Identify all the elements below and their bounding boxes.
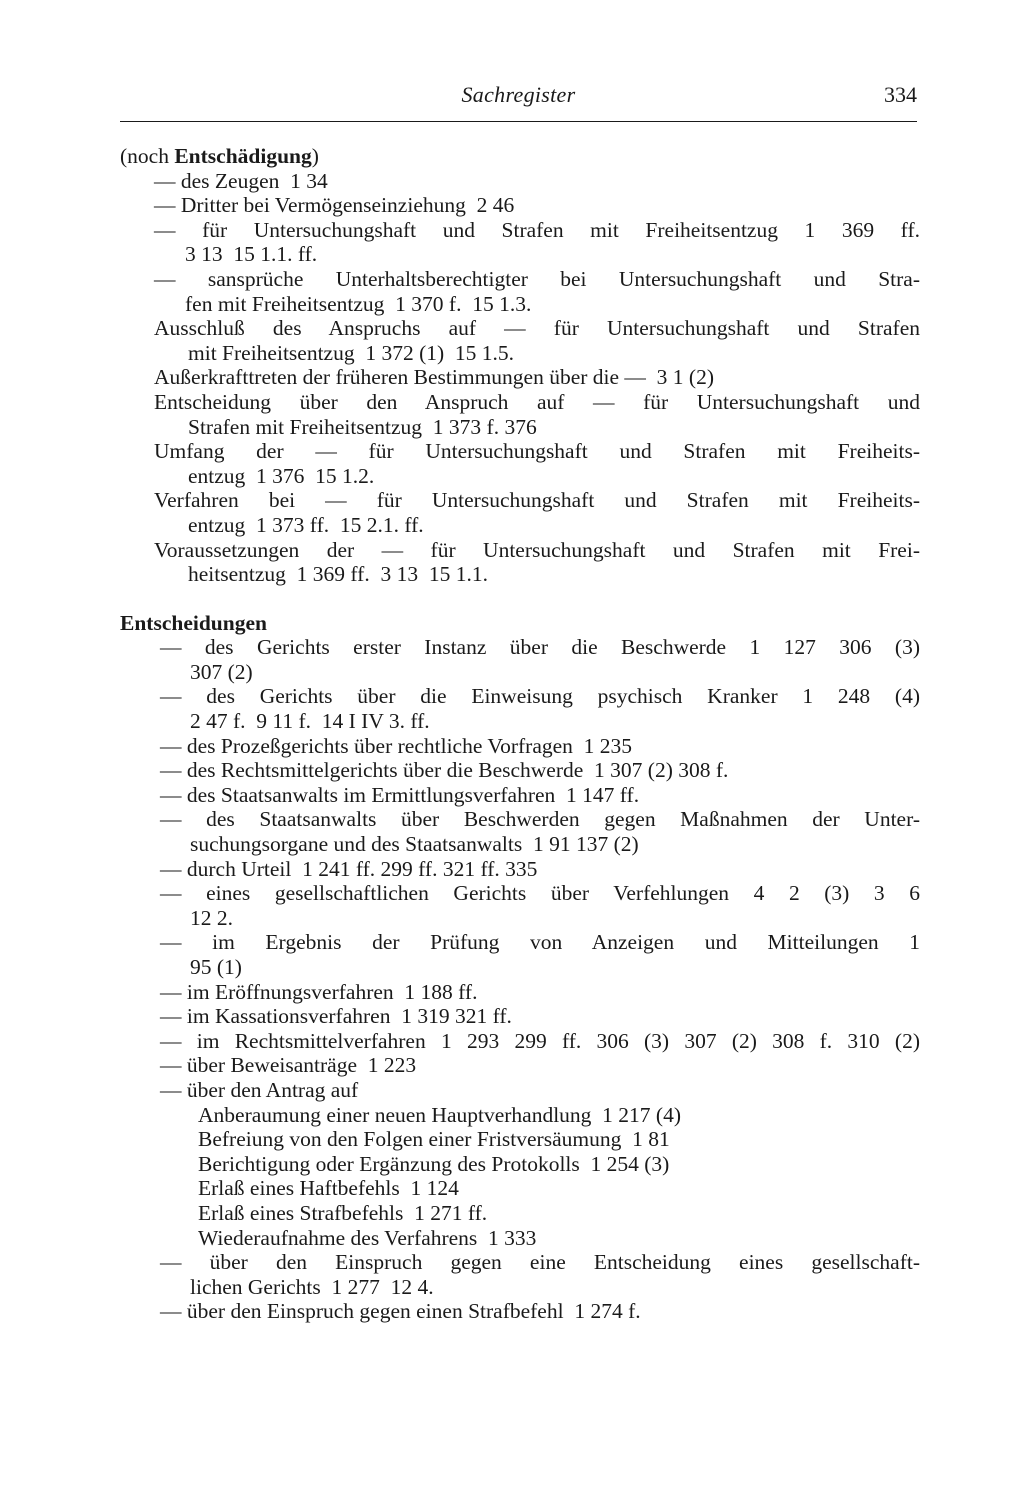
index-entry: Umfang der — für Untersuchungshaft und Strafen mit Freiheits- [154,439,920,464]
index-entry-continuation: Strafen mit Freiheitsentzug 1 373 f. 376 [188,414,537,439]
running-head [120,82,917,114]
index-entry: — im Rechtsmittelverfahren 1 293 299 ff. 306 (3) 307 (2) 308 f. 310 (2) [160,1028,920,1053]
index-subentry: Wiederaufnahme des Verfahrens 1 333 [198,1225,537,1250]
index-content [120,144,920,1324]
index-entry-continuation: 12 2. [190,905,233,930]
index-entry: — Dritter bei Vermögenseinziehung 2 46 [154,193,515,218]
index-subentry: Erlaß eines Haftbefehls 1 124 [198,1176,459,1201]
index-entry-continuation: 95 (1) [190,955,242,979]
index-entry: Außerkrafttreten der früheren Bestimmungen über die — 3 1 (2) [154,365,714,390]
index-entry: — durch Urteil 1 241 ff. 299 ff. 321 ff. 335 [160,856,538,881]
section-heading-entscheidungen: Entscheidungen [120,610,267,635]
index-entry-continuation: entzug 1 376 15 1.2. [188,463,375,488]
index-subentry: Berichtigung oder Ergänzung des Protokolls 1 254 (3) [198,1151,670,1176]
index-entry: — über den Antrag auf [160,1077,359,1102]
index-entry: — im Ergebnis der Prüfung von Anzeigen und Mitteilungen 1 [160,930,920,955]
section-heading-entschaedigung: (noch Entschädigung) [120,144,319,168]
index-entry: — über den Einspruch gegen eine Entscheidung eines gesellschaft- [160,1250,920,1275]
index-entry-continuation: 3 13 15 1.1. ff. [185,242,318,267]
index-entry: — des Prozeßgerichts über rechtliche Vorfragen 1 235 [160,733,633,758]
index-subentry: Erlaß eines Strafbefehls 1 271 ff. [198,1200,488,1225]
index-entry: — über Beweisanträge 1 223 [160,1053,417,1078]
page-number: 334 [884,82,917,107]
index-entry: — im Eröffnungsverfahren 1 188 ff. [160,979,478,1004]
index-entry: — des Staatsanwalts über Beschwerden gegen Maßnahmen der Unter- [160,807,920,832]
index-entry: — des Gerichts über die Einweisung psychisch Kranker 1 248 (4) [160,684,920,709]
index-entry: — über den Einspruch gegen einen Strafbefehl 1 274 f. [160,1299,641,1324]
index-entry: — des Staatsanwalts im Ermittlungsverfahren 1 147 ff. [160,782,640,807]
index-subentry: Befreiung von den Folgen einer Fristversäumung 1 81 [198,1127,670,1152]
index-entry-continuation: entzug 1 373 ff. 15 2.1. ff. [188,512,424,537]
index-entry: — für Untersuchungshaft und Strafen mit Freiheitsentzug 1 369 ff. [154,217,920,242]
section-gap [120,587,920,611]
running-title: Sachregister [461,82,576,107]
index-entry-continuation: lichen Gerichts 1 277 12 4. [190,1274,434,1299]
index-subentry: Anberaumung einer neuen Hauptverhandlung 1 217 (4) [198,1102,682,1127]
index-entry: Ausschluß des Anspruchs auf — für Untersuchungshaft und Strafen [154,316,920,341]
index-entry: — des Zeugen 1 34 [154,168,328,193]
index-entry: — des Rechtsmittelgerichts über die Beschwerde 1 307 (2) 308 f. [160,758,729,783]
index-entry: Verfahren bei — für Untersuchungshaft und Strafen mit Freiheits- [154,488,920,513]
index-entry: — eines gesellschaftlichen Gerichts über Verfehlungen 4 2 (3) 3 6 [160,881,920,906]
index-entry: — im Kassationsverfahren 1 319 321 ff. [160,1004,512,1029]
index-entry-continuation: mit Freiheitsentzug 1 372 (1) 15 1.5. [188,340,515,365]
index-entry: — des Gerichts erster Instanz über die Beschwerde 1 127 306 (3) [160,635,920,660]
index-entry-continuation: suchungsorgane und des Staatsanwalts 1 91 137 (2) [190,832,639,857]
header-rule [120,121,917,122]
index-entry-continuation: fen mit Freiheitsentzug 1 370 f. 15 1.3. [185,291,532,316]
index-entry: Entscheidung über den Anspruch auf — für Untersuchungshaft und [154,389,920,414]
index-entry-continuation: 2 47 f. 9 11 f. 14 I IV 3. ff. [190,709,430,734]
index-entry-continuation: 307 (2) [190,659,253,684]
index-entry: — sansprüche Unterhaltsberechtigter bei Untersuchungshaft und Stra- [154,266,920,291]
index-entry-continuation: heitsentzug 1 369 ff. 3 13 15 1.1. [188,562,488,587]
index-entry: Voraussetzungen der — für Untersuchungshaft und Strafen mit Frei- [154,537,920,562]
